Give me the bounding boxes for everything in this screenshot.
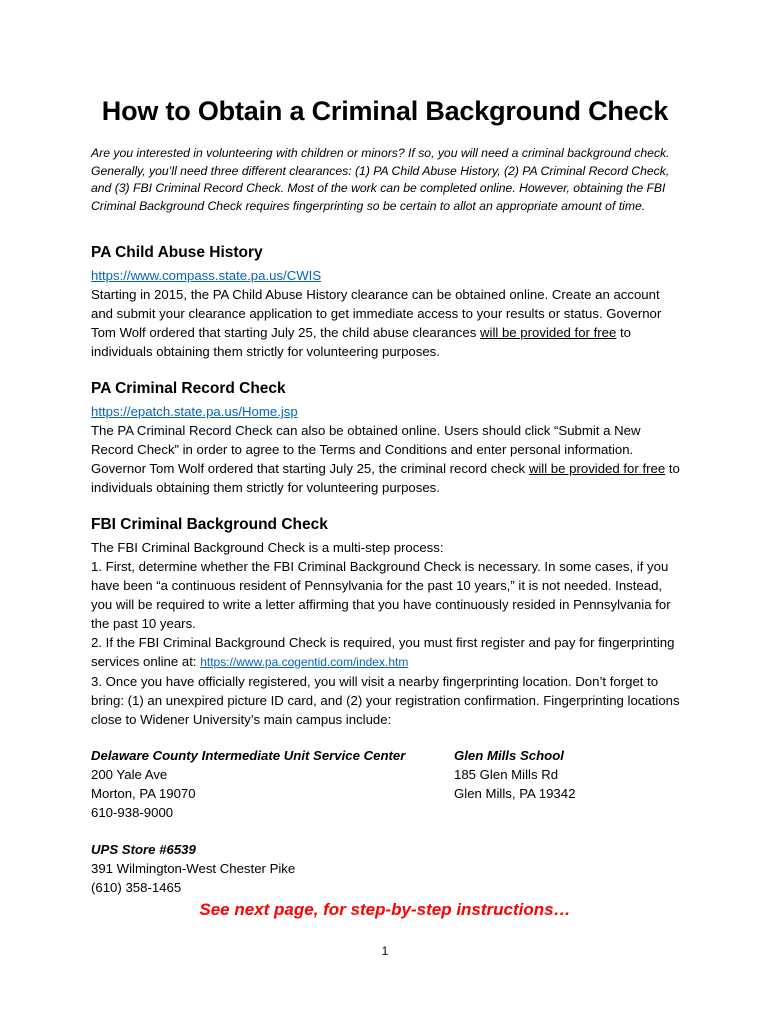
location-glen-mills <box>454 746 575 803</box>
location-delaware-county <box>91 746 405 822</box>
location-ups-store <box>91 840 295 897</box>
fbi-section <box>91 538 681 729</box>
location-name: Glen Mills School <box>454 748 564 763</box>
location-city: Glen Mills, PA 19342 <box>454 786 576 801</box>
criminal-record-free-note: will be provided for free <box>528 461 666 476</box>
child-abuse-link[interactable]: https://www.compass.state.pa.us/CWIS <box>91 268 322 283</box>
fbi-step-1: 1. First, determine whether the FBI Criminal Background Check is necessary. In some cases, if you have been “a continuous resident of Pennsylvania for the past 10 years,” it is not needed. Instead, you will be required to write a letter affirming that you have continuously resided in Pennsylvania for the past 10 years. <box>91 559 671 631</box>
location-street: 391 Wilmington-West Chester Pike <box>91 861 296 876</box>
criminal-record-text-before: The PA Criminal Record Check can also be obtained online. Users should click “Submit a New Record Check” in order to agree to the Terms and Conditions and enter personal information. Governor Tom Wolf ordered that starting July 25, the criminal record check <box>91 423 641 476</box>
location-name: Delaware County Intermediate Unit Service Center <box>91 748 406 763</box>
child-abuse-section <box>91 266 671 361</box>
child-abuse-free-note: will be provided for free <box>480 325 617 340</box>
fbi-step-2-text: 2. If the FBI Criminal Background Check is required, you must first register and pay for fingerprinting services online at: <box>91 635 675 669</box>
intro-paragraph: Are you interested in volunteering with children or minors? If so, you will need a criminal background check. Generally, you’ll need three different clearances: (1) PA Child Abuse History, (2) PA Criminal Record Check, and (3) FBI Criminal Record Check. Most of the work can be completed online. However, obtaining the FBI Criminal Background Check requires fingerprinting so be certain to allot an appropriate amount of time. <box>91 146 670 213</box>
fbi-intro-line: The FBI Criminal Background Check is a multi-step process: <box>91 540 444 555</box>
location-name: UPS Store #6539 <box>91 842 196 857</box>
next-page-note: See next page, for step-by-step instructions… <box>199 900 571 919</box>
page-number: 1 <box>381 944 389 958</box>
criminal-record-text-after: to individuals obtaining them strictly for volunteering purposes. <box>91 461 680 495</box>
location-city: Morton, PA 19070 <box>91 786 196 801</box>
page-title: How to Obtain a Criminal Background Check <box>101 96 669 126</box>
location-street: 185 Glen Mills Rd <box>454 767 559 782</box>
child-abuse-heading: PA Child Abuse History <box>91 244 263 261</box>
location-street: 200 Yale Ave <box>91 767 168 782</box>
location-phone: (610) 358-1465 <box>91 880 182 895</box>
child-abuse-text-before: Starting in 2015, the PA Child Abuse History clearance can be obtained online. Create an account and submit your clearance application to get immediate access to your results or status. Governor Tom Wolf ordered that starting July 25, the child abuse clearances <box>91 287 662 340</box>
criminal-record-link[interactable]: https://epatch.state.pa.us/Home.jsp <box>91 404 298 419</box>
criminal-record-section <box>91 402 686 497</box>
location-phone: 610-938-9000 <box>91 805 174 820</box>
cogent-registration-link[interactable]: https://www.pa.cogentid.com/index.htm <box>200 655 409 669</box>
criminal-record-heading: PA Criminal Record Check <box>91 380 286 397</box>
fbi-step-3: 3. Once you have officially registered, you will visit a nearby fingerprinting location. Don’t forget to bring: (1) an unexpired picture ID card, and (2) your registration confirmation. Fingerprinting locations close to Widener University’s main campus include: <box>91 674 680 727</box>
child-abuse-text-after: to individuals obtaining them strictly for volunteering purposes. <box>91 325 632 359</box>
fbi-heading: FBI Criminal Background Check <box>91 516 328 533</box>
